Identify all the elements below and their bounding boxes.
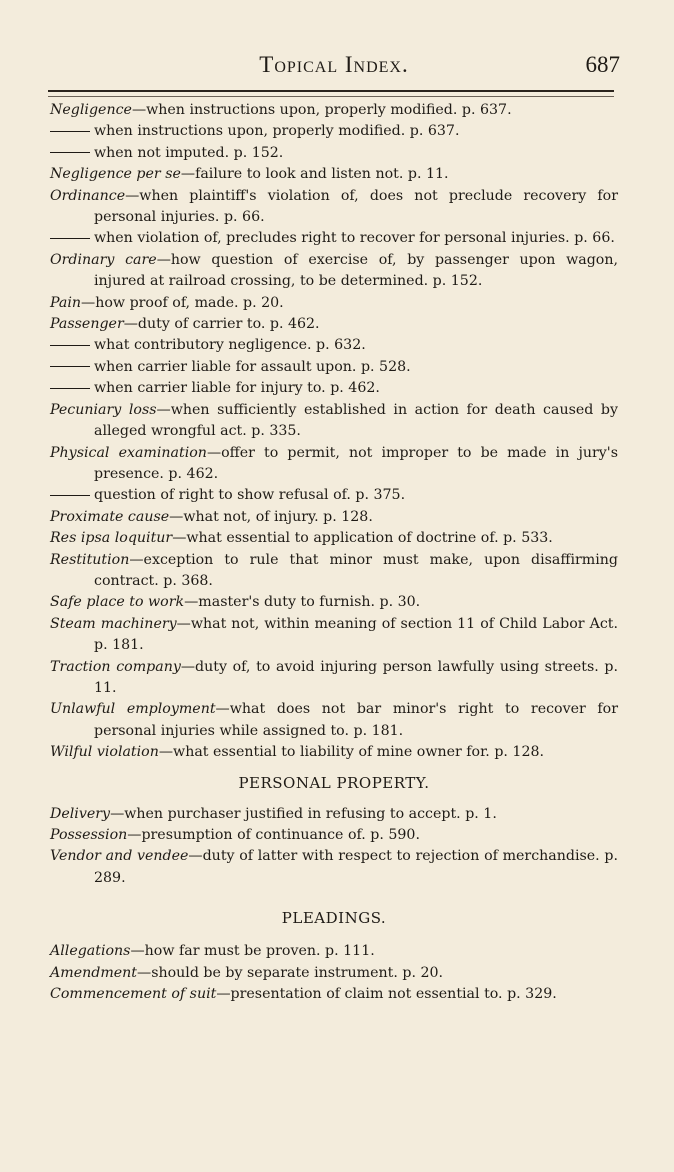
entry-term: Unlawful employment bbox=[50, 701, 216, 718]
index-entry bbox=[50, 357, 618, 378]
entry-text: —offer to permit, not improper to be made in jury's presence. p. 462. bbox=[94, 444, 618, 482]
repeat-dash bbox=[50, 366, 90, 367]
index-entry bbox=[50, 984, 618, 1005]
entry-term: Allegations bbox=[50, 943, 131, 960]
entry-term: Physical examination bbox=[50, 444, 207, 461]
entry-term: Pain bbox=[50, 294, 82, 311]
entry-text: —when purchaser justified in refusing to accept. p. 1. bbox=[110, 805, 497, 822]
entry-text: when carrier liable for injury to. p. 462. bbox=[94, 380, 380, 397]
entry-text: —duty of latter with respect to rejection of merchandise. p. 289. bbox=[94, 848, 618, 886]
repeat-dash bbox=[50, 388, 90, 389]
entry-text: —duty of, to avoid injuring person lawfully using streets. p. 11. bbox=[94, 658, 618, 696]
index-entry bbox=[50, 335, 618, 356]
index-entry bbox=[50, 485, 618, 506]
index-entry bbox=[50, 825, 618, 846]
entry-text: —what not, within meaning of section 11 of Child Labor Act. p. 181. bbox=[94, 615, 618, 654]
entry-term: Restitution bbox=[50, 551, 130, 568]
page-header bbox=[48, 52, 620, 84]
entry-term: Amendment bbox=[50, 964, 138, 981]
entry-text: —how question of exercise of, by passenger upon wagon, injured at railroad crossing, to be determined. p. 152. bbox=[94, 251, 618, 290]
index-entry bbox=[50, 443, 618, 486]
entry-text: when instructions upon, properly modified. p. 637. bbox=[94, 123, 460, 140]
index-entry bbox=[50, 507, 618, 528]
entry-text: —how far must be proven. p. 111. bbox=[130, 943, 375, 960]
header-rule-thin bbox=[48, 96, 614, 97]
index-entry bbox=[50, 293, 618, 314]
section-heading-pleadings: PLEADINGS. bbox=[281, 909, 387, 928]
entry-term: Delivery bbox=[50, 805, 111, 822]
section-heading-personal-property: PERSONAL PROPERTY. bbox=[238, 773, 430, 792]
index-entry bbox=[50, 657, 618, 700]
entry-text: —what essential to liability of mine owner for. p. 128. bbox=[158, 744, 545, 761]
repeat-dash bbox=[50, 131, 90, 132]
index-entry bbox=[50, 100, 618, 121]
index-entry bbox=[50, 804, 618, 825]
index-entry bbox=[50, 699, 618, 742]
entry-text: —when sufficiently established in action for death caused by alleged wrongful act. p. 335. bbox=[94, 401, 618, 440]
index-entry bbox=[50, 742, 618, 763]
index-entry bbox=[50, 186, 618, 229]
repeat-dash bbox=[50, 345, 90, 346]
index-entry bbox=[50, 614, 618, 657]
entry-text: question of right to show refusal of. p. 375. bbox=[94, 487, 406, 504]
index-entry bbox=[50, 121, 618, 142]
entry-text: —presentation of claim not essential to. p. 329. bbox=[216, 986, 557, 1003]
entry-text: what contributory negligence. p. 632. bbox=[94, 337, 366, 354]
header-rule bbox=[48, 90, 614, 92]
index-entry bbox=[50, 941, 618, 962]
index-content bbox=[50, 100, 618, 1005]
entry-text: —should be by separate instrument. p. 20. bbox=[137, 964, 444, 981]
entry-text: —how proof of, made. p. 20. bbox=[81, 294, 284, 311]
index-entry bbox=[50, 846, 618, 889]
index-entry bbox=[50, 250, 618, 293]
repeat-dash bbox=[50, 152, 90, 153]
entry-term: Negligence bbox=[50, 102, 132, 118]
entry-term: Commencement of suit bbox=[50, 986, 217, 1003]
entry-text: —duty of carrier to. p. 462. bbox=[123, 316, 320, 333]
entry-term: Proximate cause bbox=[50, 508, 170, 525]
entry-text: —what does not bar minor's right to recover for personal injuries while assigned to. p. 181. bbox=[94, 701, 619, 739]
index-entry bbox=[50, 378, 618, 399]
entry-text: —what essential to application of doctrine of. p. 533. bbox=[172, 530, 553, 547]
entry-term: Wilful violation bbox=[50, 744, 159, 761]
entry-text: —presumption of continuance of. p. 590. bbox=[127, 827, 420, 843]
entry-term: Possession bbox=[50, 827, 128, 843]
index-entry bbox=[50, 550, 618, 593]
entry-text: —exception to rule that minor must make, upon disaffirming contract. p. 368. bbox=[94, 551, 618, 589]
entries-pleadings bbox=[50, 941, 618, 1005]
repeat-dash bbox=[50, 495, 90, 496]
index-entry bbox=[50, 592, 618, 613]
entry-term: Ordinance bbox=[50, 187, 126, 204]
entry-term: Negligence per se bbox=[50, 166, 181, 183]
index-entry bbox=[50, 164, 618, 185]
running-title: Topical Index. bbox=[259, 52, 409, 77]
entry-term: Safe place to work bbox=[50, 594, 185, 611]
entry-term: Res ipsa loquitur bbox=[50, 530, 173, 547]
entry-term: Steam machinery bbox=[50, 615, 177, 632]
entry-term: Ordinary care bbox=[50, 251, 157, 268]
entry-text: —when instructions upon, properly modified. p. 637. bbox=[131, 102, 512, 118]
repeat-dash bbox=[50, 238, 90, 239]
entry-text: when violation of, precludes right to recover for personal injuries. p. 66. bbox=[94, 230, 615, 247]
entry-term: Vendor and vendee bbox=[50, 848, 189, 865]
entry-term: Traction company bbox=[50, 658, 181, 675]
entry-text: when not imputed. p. 152. bbox=[94, 144, 284, 161]
page-number: 687 bbox=[585, 52, 620, 77]
index-entry bbox=[50, 228, 618, 249]
entry-text: —failure to look and listen not. p. 11. bbox=[180, 166, 449, 183]
index-entry bbox=[50, 400, 618, 443]
entries-personal-property bbox=[50, 804, 618, 890]
index-entry bbox=[50, 528, 618, 549]
entry-text: —when plaintiff's violation of, does not preclude recovery for personal injuries. p. 66. bbox=[94, 187, 618, 226]
entry-text: when carrier liable for assault upon. p. 528. bbox=[94, 358, 411, 375]
entry-term: Pecuniary loss bbox=[50, 401, 157, 418]
entries-negligence-group bbox=[50, 100, 618, 764]
index-entry bbox=[50, 143, 618, 164]
entry-text: —what not, of injury. p. 128. bbox=[169, 508, 373, 525]
entry-text: —master's duty to furnish. p. 30. bbox=[184, 594, 421, 611]
entry-term: Passenger bbox=[50, 316, 124, 333]
index-entry bbox=[50, 963, 618, 984]
index-entry bbox=[50, 314, 618, 335]
